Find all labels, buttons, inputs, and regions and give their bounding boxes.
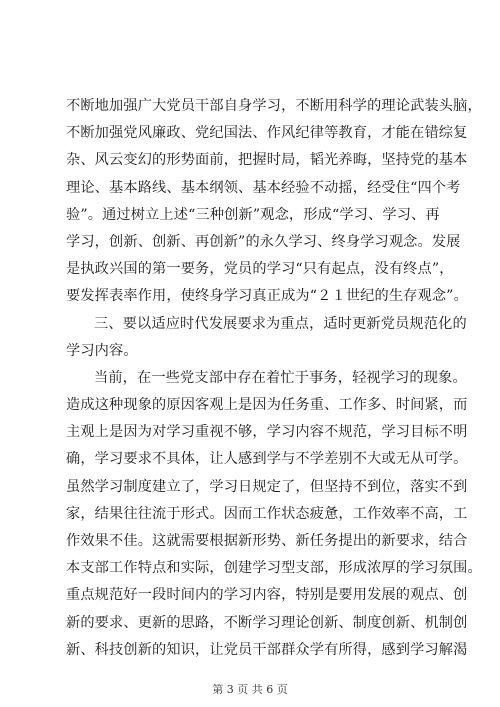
text-line: 杂、风云变幻的形势面前，把握时局，韬光养晦，坚持党的基本 [66, 152, 468, 169]
text-line: 虽然学习制度建立了，学习日规定了，但坚持不到位，落实不到 [66, 478, 468, 495]
text-line: 主观上是因为对学习重视不够，学习内容不规范，学习目标不明 [66, 424, 468, 441]
body-text [66, 93, 482, 664]
text-line: 确，学习要求不具体，让人感到学与不学差别不大或无从可学。 [66, 451, 468, 468]
text-line: 本支部工作特点和实际，创建学习型支部，形成浓厚的学习氛围。 [66, 560, 482, 577]
text-line: 要发挥表率作用，使终身学习真正成为“２１世纪的生存观念”。 [66, 288, 468, 305]
text-line: 是执政兴国的第一要务，党员的学习“只有起点，没有终点”， [66, 261, 454, 278]
text-line: 作效果不佳。这就需要根据新形势、新任务提出的新要求，结合 [66, 533, 468, 549]
page-footer: 第 3 页 共 6 页 [212, 683, 288, 696]
section-heading-line: 学习内容。 [66, 342, 138, 359]
text-line: 新、科技创新的知识，让党员干部群众学有所得，感到学习解渴 [66, 641, 468, 658]
text-line: 学习，创新、创新、再创新”的永久学习、终身学习观念。发展 [66, 233, 461, 250]
text-line: 重点规范好一段时间内的学习内容，特别是要用发展的观点、创 [66, 587, 468, 604]
text-line: 不断地加强广大党员干部自身学习，不断用科学的理论武装头脑， [66, 98, 482, 114]
text-line: 家，结果往往流于形式。因而工作状态疲惫，工作效率不高，工 [66, 505, 468, 522]
text-line: 新的要求、更新的思路，不断学习理论创新、制度创新、机制创 [66, 614, 468, 631]
paragraph-start-line: 当前，在一些党支部中存在着忙于事务，轻视学习的现象。 [94, 369, 467, 386]
text-line: 理论、基本路线、基本纲领、基本经验不动摇，经受住“四个考 [66, 179, 461, 196]
text-line: 验”。通过树立上述“三种创新”观念，形成“学习、学习、再 [66, 206, 440, 223]
text-line: 造成这种现象的原因客观上是因为任务重、工作多、时间紧，而 [66, 397, 468, 414]
text-line: 不断加强党风廉政、党纪国法、作风纪律等教育，才能在错综复 [66, 125, 468, 142]
section-heading-line: 三、要以适应时代发展要求为重点，适时更新党员规范化的 [94, 315, 467, 332]
